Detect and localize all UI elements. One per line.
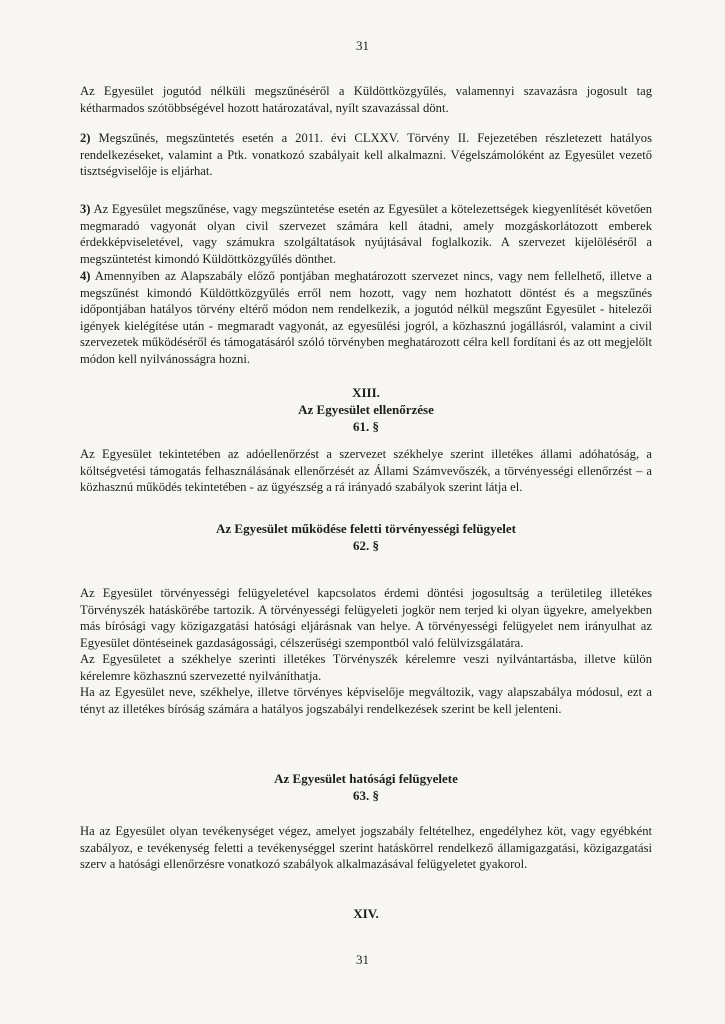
paragraph-2 [80,130,652,180]
section-authority-supervision-heading [80,770,652,804]
paragraph-4-text: Amennyiben az Alapszabály előző pontjában meghatározott szervezet nincs, vagy nem fellelhető, illetve a megszűnést kimondó Küldöttközgyűlés erről nem hozott, vagy nem hozhatott döntést és a megszűnés időpontjában hatályos törvény eltérő módon nem rendelkezik, a jogutód nélkül megszűnt Egyesület - hitelezői igények kielégítése után - megmaradt vagyonát, az egyesülési jogról, a közhasznú jogállásról, valamint a civil szervezetek működéséről és támogatásáról szóló törvényben meghatározott célra kell fordítani és az ott megjelölt módon kell nyilvánosságra hozni. [80,269,652,366]
section-13-heading [80,384,652,435]
paragraph-2-number: 2) [80,131,91,145]
paragraph-62-part-1: Az Egyesület törvényességi felügyeletével kapcsolatos érdemi döntési jogosultság a területileg illetékes Törvényszék hatáskörébe tartozik. A törvényességi felügyeleti jogkör nem terjed ki olyan ügyekre, amelyekben más bírósági vagy közigazgatási hatósági eljárásnak van helye. A törvényességi felügyelet nem irányulhat az Egyesület döntéseinek gazdaságossági, célszerűségi szempontból való felülvizsgálatára. [80,586,652,650]
section-13-title: Az Egyesület ellenőrzése [298,402,434,417]
paragraph-dissolution: Az Egyesület jogutód nélküli megszűnéséről a Küldöttközgyűlés, valamennyi szavazásra jogosult tag kétharmados szótöbbségével hozott határozatával, nyílt szavazással dönt. [80,84,652,115]
paragraph-2-text: Megszűnés, megszüntetés esetén a 2011. évi CLXXV. Törvény II. Fejezetében részletezett hatályos rendelkezéseket, valamint a Ptk. vonatkozó szabályait kell alkalmazni. Végelszámolóként az Egyesület vezető tisztségviselője is eljárhat. [80,131,652,178]
paragraph-61: Az Egyesület tekintetében az adóellenőrzést a szervezet székhelye szerint illetékes állami adóhatóság, a költségvetési támogatás felhasználásának ellenőrzését az Állami Számvevőszék, a törvényességi ellenőrzést – a közhasznú működés tekintetében - az ügyészség a rá irányadó szabályok szerint látja el. [80,447,652,494]
section-legal-supervision-title: Az Egyesület működése feletti törvényességi felügyelet [215,521,516,536]
paragraph-3-number: 3) [80,202,91,216]
paragraph-63: Ha az Egyesület olyan tevékenységet végez, amelyet jogszabály feltételhez, engedélyhez köt, vagy egyébként szabályoz, e tevékenység feletti a tevékenységgel szerint hatáskörrel rendelkező államigazgatási, közigazgatási szerv a hatósági ellenőrzésre vonatkozó szabályok alkalmazásával felügyeletet gyakorol. [80,824,652,871]
paragraph-4-number: 4) [80,269,91,283]
paragraph-4 [80,268,652,367]
section-legal-supervision-heading [80,520,652,554]
paragraph-3-text: Az Egyesület megszűnése, vagy megszüntetése esetén az Egyesület a kötelezettségek kiegyenlítését követően megmaradó vagyonát olyan civil szervezet számára kell átadni, amely mozgáskorlátozott emberek érdekképviseletével, vagy számukra szolgáltatások nyújtásával foglalkozik. A szervezet kijelöléséről a megszüntetést kimondó Küldöttközgyűlés dönthet. [80,202,652,266]
section-61-number: 61. § [353,419,379,434]
section-14-heading [80,905,652,922]
section-63-number: 63. § [353,788,379,803]
paragraph-62 [80,585,652,717]
page-number-bottom: 31 [356,952,369,967]
page-number-top: 31 [356,38,369,53]
paragraph-3 [80,201,652,267]
section-authority-supervision-title: Az Egyesület hatósági felügyelete [274,771,458,786]
section-62-number: 62. § [353,538,379,553]
section-13-roman: XIII. [352,385,380,400]
paragraph-62-part-2: Az Egyesületet a székhelye szerinti illetékes Törvényszék kérelemre veszi nyilvántartásba, illetve külön kérelemre közhasznú szervezetté nyilváníthatja. [80,652,652,683]
paragraph-62-part-3: Ha az Egyesület neve, székhelye, illetve törvényes képviselője megváltozik, vagy alapszabálya módosul, ezt a tényt az illetékes bíróság számára a hatályos jogszabályi rendelkezések szerint be kell jelenteni. [80,685,652,716]
section-14-roman: XIV. [353,906,379,921]
